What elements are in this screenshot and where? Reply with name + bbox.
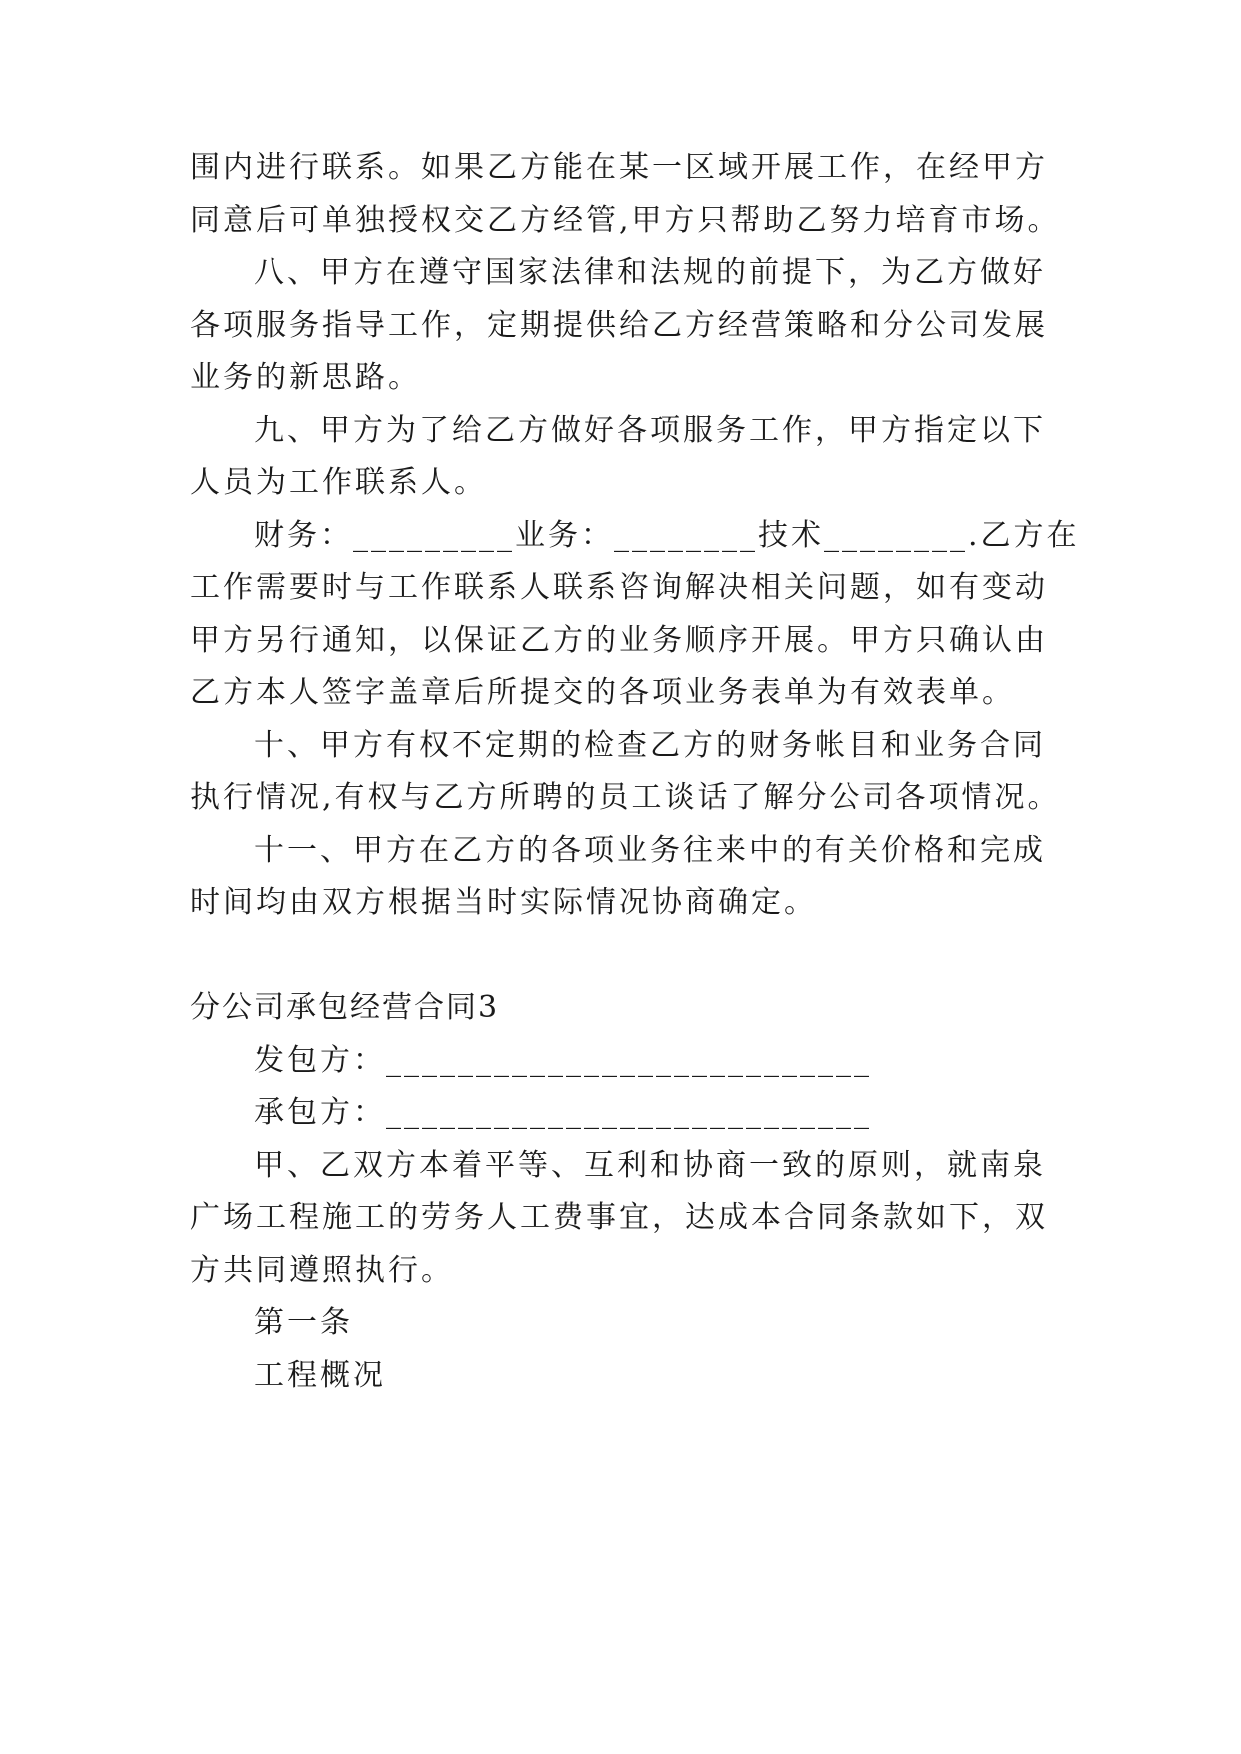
text-line: 业务的新思路。 (190, 360, 421, 395)
text-line: 十一、甲方在乙方的各项业务往来中的有关价格和完成 (254, 833, 1046, 868)
text-line: 同意后可单独授权交乙方经管,甲方只帮助乙努力培育市场。 (190, 203, 1061, 238)
section-heading: 分公司承包经营合同3 (190, 990, 500, 1025)
text-line: 广场工程施工的劳务人工费事宜，达成本合同条款如下，双 (190, 1200, 1048, 1235)
text-line: 时间均由双方根据当时实际情况协商确定。 (190, 885, 817, 920)
text-line: 工作需要时与工作联系人联系咨询解决相关问题，如有变动 (190, 570, 1048, 605)
text-line: 第一条 (254, 1305, 353, 1340)
text-line: 工程概况 (254, 1358, 386, 1393)
text-line: 财务：_________业务：________技术________.乙方在 (254, 518, 1080, 553)
text-line: 乙方本人签字盖章后所提交的各项业务表单为有效表单。 (190, 675, 1015, 710)
text-line: 九、甲方为了给乙方做好各项服务工作，甲方指定以下 (254, 413, 1046, 448)
text-line: 执行情况,有权与乙方所聘的员工谈话了解分公司各项情况。 (190, 780, 1061, 815)
text-line: 各项服务指导工作，定期提供给乙方经营策略和分公司发展 (190, 308, 1048, 343)
text-line: 围内进行联系。如果乙方能在某一区域开展工作，在经甲方 (190, 150, 1048, 185)
text-line: 十、甲方有权不定期的检查乙方的财务帐目和业务合同 (254, 728, 1046, 763)
text-line: 承包方：___________________________ (254, 1095, 872, 1130)
text-line: 人员为工作联系人。 (190, 465, 487, 500)
text-line: 甲、乙双方本着平等、互利和协商一致的原则，就南泉 (254, 1148, 1046, 1183)
text-line: 甲方另行通知，以保证乙方的业务顺序开展。甲方只确认由 (190, 623, 1048, 658)
text-line: 发包方：___________________________ (254, 1043, 872, 1078)
text-line: 八、甲方在遵守国家法律和法规的前提下，为乙方做好 (254, 255, 1046, 290)
text-line: 方共同遵照执行。 (190, 1253, 454, 1288)
